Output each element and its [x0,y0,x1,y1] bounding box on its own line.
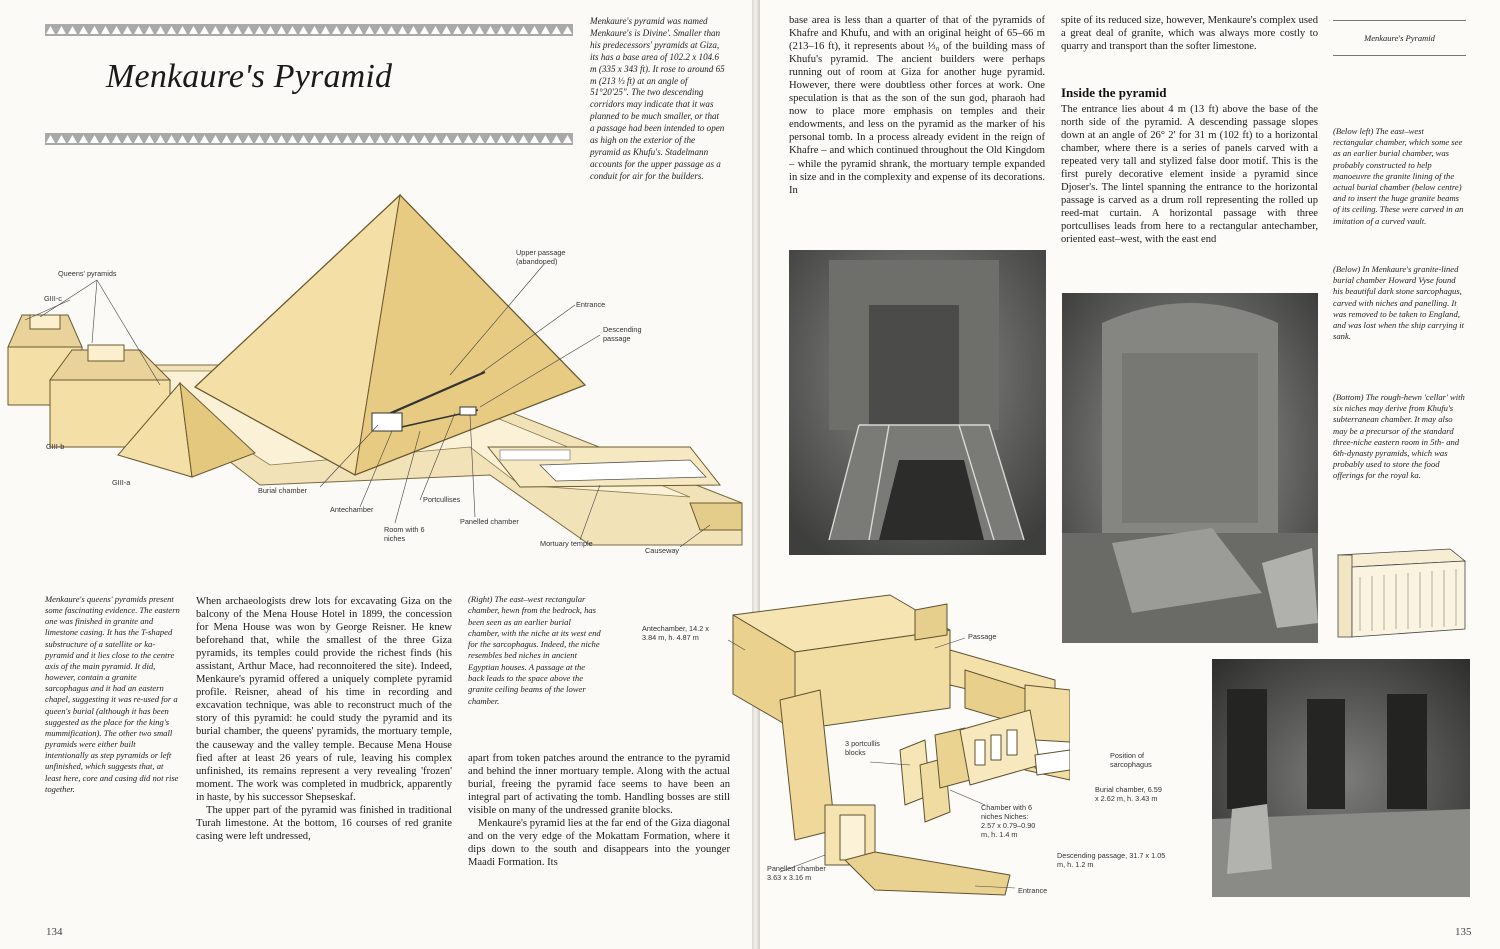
body-paragraph: When archaeologists drew lots for excavating Giza on the balcony of the Mena House Hotel in 1899, the concession for Mena House was won by George Reisner. He knew beforehand that, while the smallest of the three Giza pyramids, its temples could provide the richest finds (his assistant, Arthur Mace, had reconnoitered the site). Indeed, Menkaure's pyramid offered a uniquely complete pyramid profile. Reisner, ahead of his time in recording and excavation technique, was able to reconstruct much of the story of this pyramid: he could study the pyramid and its burial chamber, the queens' pyramids, the mortuary temple, the causeway and the valley temple. Because Mena House fied after at least 26 years of rule, leaving his complex unfinished, its remains represent a very revealing 'frozen' moment. The work was completed in mudbrick, apparently in haste, by his successor Shepseskaf. [196,596,452,803]
label-passage: Passage [968,632,997,641]
sidebar-caption-2: (Below) In Menkaure's granite-lined burial chamber Howard Vyse found his beautiful dark stone sarcophagus, carved with niches and panelling. It was removed to be taken to England, and was lost when the ship carrying it sank. [1333,264,1465,342]
section-heading: Inside the pyramid [1061,85,1167,100]
pyramid-complex-illustration [0,185,752,565]
label-room-6-niches: Room with 6 niches [384,525,425,543]
label-portcullis-blocks: 3 portcullis blocks [845,739,880,757]
label-queens-pyramids: Queens' pyramids [58,269,117,278]
body-paragraph: Menkaure's pyramid lies at the far end of the Giza diagonal and on the very edge of the Mokattam Formation, where it dips down to the south and disappears into the younger Maadi Formation. Its [468,818,730,869]
label-giii-a: GIII-a [112,478,131,487]
queens-pyramids-caption: Menkaure's queens' pyramids present some fascinating evidence. The eastern one was finished in granite and limestone casing. It has the T-shaped substructure of a satellite or ka-pyramid and it lies close to the centre axis of the main pyramid. It did, however, contain a granite sarcophagus and it had an eastern chapel, suggesting it was re-used for a queen's burial (although it has been suggested as the place for the king's mummification). The other two small pyramids were either built intentionally as step pyramids or left unfinished, which suggests that, at least here, core and casing did not rise together. [45,594,180,794]
page-number-right: 135 [1455,926,1472,938]
sarcophagus-drawing [1330,543,1470,643]
triangle-pattern [45,24,573,36]
page-title: Menkaure's Pyramid [106,58,393,95]
photo-cellar-niches [1212,659,1470,897]
right-chamber-caption: (Right) The east–west rectangular chamber, hewn from the bedrock, has been seen as an earlier burial chamber, with the niche at its west end for the sarcophagus. Indeed, the niche resembles bed niches in ancient Egyptian houses. A passage at the back leads to the space above the granite ceiling beams of the lower chamber. [468,594,601,706]
label-panelled-chamber-dims: Panelled chamber 3.63 x 3.16 m [767,864,826,882]
label-chamber-6-niches: Chamber with 6 niches Niches: 2.57 x 0.79–0.90 m, h. 1.4 m [981,803,1036,839]
label-upper-passage: Upper passage (abandoned) [516,248,566,266]
label-panelled-chamber: Panelled chamber [460,517,519,526]
body-paragraph: apart from token patches around the entrance to the pyramid and behind the inner mortuary temple. Along with the actual burial, freeing the pyramid face seems to have been an integral part of activating the tomb. Handling bosses are still visible on many of the undressed granite blocks. [468,753,730,817]
sidebar-caption-3: (Bottom) The rough-hewn 'cellar' with six niches may derive from Khufu's subterranean chamber. It may also may be a precursor of the standard three-niche eastern room in 5th- and 6th-dynasty pyramids, which was probably used to store the food offerings for the royal ka. [1333,392,1465,481]
label-antechamber: Antechamber [330,505,374,514]
running-head [1333,20,1466,56]
right-body-column-2b: The entrance lies about 4 m (13 ft) above the base of the north side of the pyramid. A descending passage slopes down at an angle of 26° 2' for 31 m (102 ft) to a horizontal chamber, where there is a series of panels carved with a repeated very tall and stylized false door motif. This is the first purely decorative element inside a pyramid since Djoser's. The lintel spanning the entrance to the horizontal passage is carved as a drum roll representing the rolled up reed-mat curtain. A horizontal passage with three portcullises leads from here to a rectangular antechamber, oriented east–west, with the east end [1061,104,1318,246]
decorative-band-top [45,24,573,36]
label-descending-passage-dims: Descending passage, 31.7 x 1.05 m, h. 1.2 m [1057,851,1166,869]
body-column-2 [468,752,730,869]
photo-burial-chamber [1062,293,1318,643]
cellar-photo-image [1212,659,1470,897]
right-body-column-2: spite of its reduced size, however, Menkaure's complex used a great deal of granite, which was always more costly to quarry and transport than the softer limestone. [1061,15,1318,53]
sidebar-caption: Menkaure's pyramid was named Menkaure's is Divine'. Smaller than his predecessors' pyramids at Giza, its has a base area of 102.2 x 104.6 m (335 x 343 ft). It rose to around 65 m (213 ⅓ ft) at an angle of 51°20'25". The two descending corridors may indicate that it was planned to be much smaller, or that a passage had been intended to open as high on the exterior of the pyramid as Khufu's. Stadelmann accounts for the upper passage as a conduit for air for the builders. [590,16,725,181]
label-giii-c: GIII-c [44,294,62,303]
label-causeway: Causeway [645,546,680,555]
label-burial-chamber: Burial chamber [258,486,308,495]
running-head-text: Menkaure's Pyramid [1364,33,1435,43]
chamber-photo-image [789,250,1046,555]
label-descending-passage: Descending passage [603,325,642,343]
body-paragraph: The upper part of the pyramid was finished in traditional Turah limestone. At the bottom, 16 courses of red granite casing were left undressed, [196,804,452,842]
substructure-cutaway [725,590,1070,910]
sidebar-caption-1: (Below left) The east–west rectangular chamber, which some see as an earlier burial chamber, was probably constructed to help manoeuvre the granite lining of the actual burial chamber (below centre) and to insert the huge granite beams of its ceiling. These were carved in an imitation of a curved vault. [1333,126,1464,226]
body-column-1 [196,595,452,843]
page-number: 134 [46,926,63,938]
label-mortuary-temple: Mortuary temple [540,539,593,548]
label-entrance: Entrance [1018,886,1048,895]
decorative-band-bottom [45,133,573,145]
triangle-pattern [45,133,573,145]
label-portcullises: Portcullises [423,495,461,504]
label-entrance: Entrance [576,300,606,309]
label-sarcophagus-position: Position of sarcophagus [1110,751,1152,769]
photo-rectangular-chamber [789,250,1046,555]
right-body-column-1: base area is less than a quarter of that of the pyramids of Khafre and Khufu, and with an original height of 65–66 m (213–16 ft), it represents about ⅓₀ of the building mass of Khufu's pyramid. The ancient builders were perhaps running out of room at Giza for another huge pyramid. However, there were doubtless other forces at work. One speculation is that as the son of the sun god, pharaoh had now to place more emphasis on temples and their endowments, and less on the pyramid as the marker of his personal tomb. In a process already evident in the reign of Khafre – and which continued throughout the Old Kingdom – while the pyramid shrank, the mortuary temple expanded in size and in the complexity and expense of its decorations. In [789,15,1045,196]
label-antechamber-dims: Antechamber, 14.2 x 3.84 m, h. 4.87 m [642,624,709,642]
label-giii-b: GIII-b [46,442,65,451]
burial-chamber-photo-image [1062,293,1318,643]
label-burial-chamber-dims: Burial chamber, 6.59 x 2.62 m, h. 3.43 m [1095,785,1162,803]
